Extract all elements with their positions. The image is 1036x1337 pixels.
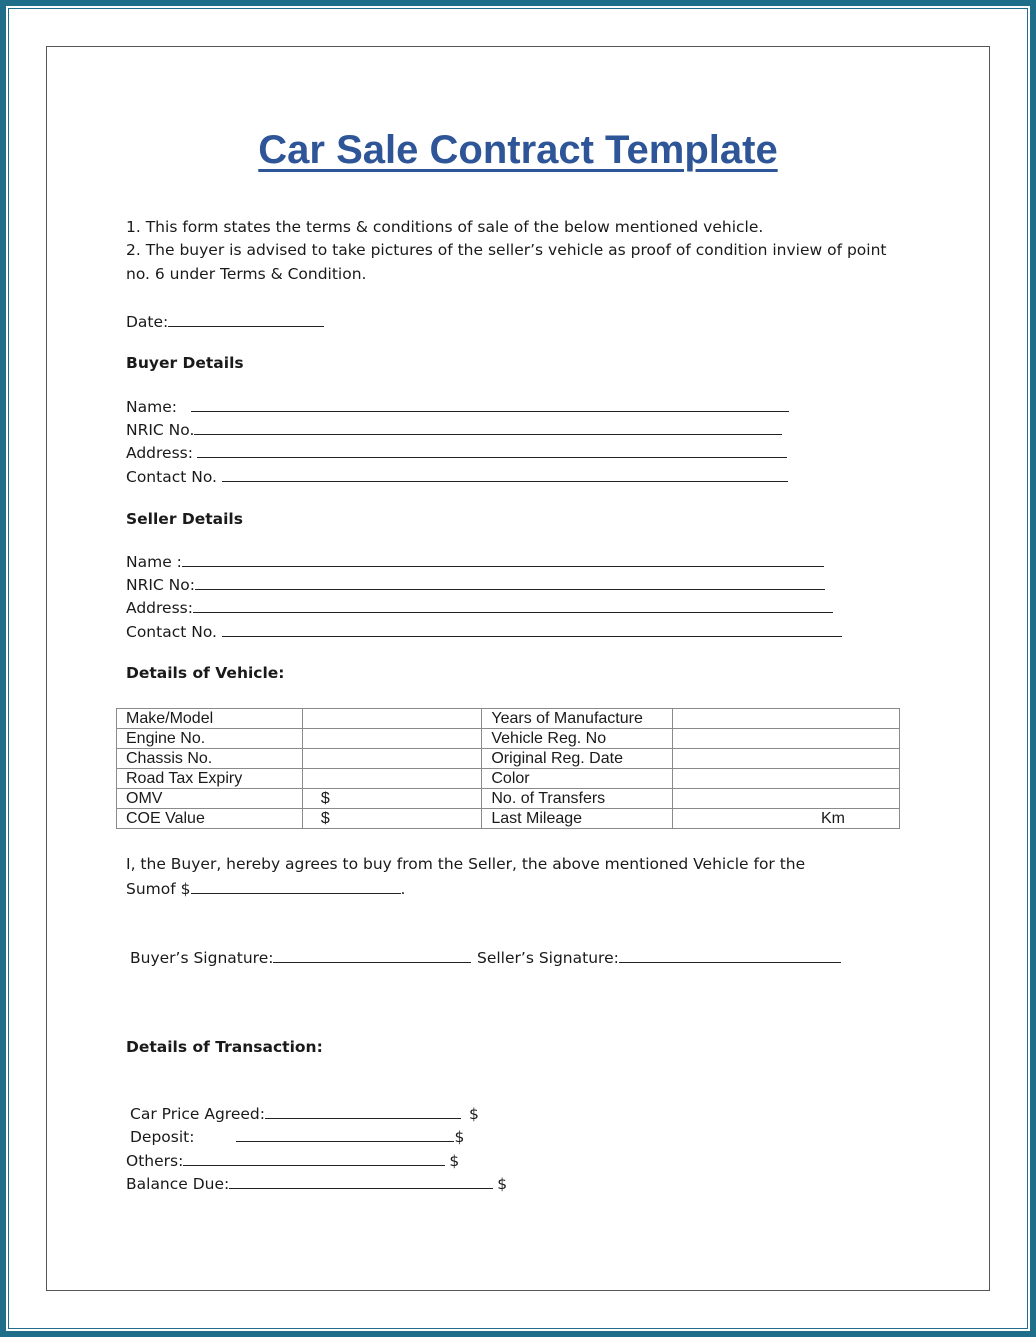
table-row bbox=[117, 709, 900, 729]
buyer-signature-field[interactable] bbox=[130, 948, 471, 967]
seller-name-field[interactable] bbox=[126, 552, 824, 571]
others-field[interactable] bbox=[126, 1151, 459, 1170]
date-line bbox=[168, 312, 324, 327]
seller-signature-label: Seller’s Signature: bbox=[477, 949, 619, 967]
buyer-contact-line bbox=[222, 467, 788, 482]
buyer-contact-field[interactable] bbox=[126, 467, 788, 486]
table-row bbox=[117, 789, 900, 809]
seller-nric-line bbox=[195, 575, 825, 590]
intro-line-1: 1. This form states the terms & conditions of sale of the below mentioned vehicle. bbox=[126, 218, 764, 236]
date-label: Date: bbox=[126, 313, 169, 331]
sum-line bbox=[191, 879, 401, 894]
seller-address-label: Address: bbox=[126, 599, 193, 617]
agreement-line-1: I, the Buyer, hereby agrees to buy from the Seller, the above mentioned Vehicle for the bbox=[126, 855, 806, 873]
vehicle-field-value[interactable] bbox=[673, 749, 900, 769]
vehicle-field-value[interactable] bbox=[673, 709, 900, 729]
vehicle-field-label: Color bbox=[482, 769, 673, 789]
vehicle-details-table bbox=[116, 708, 900, 829]
vehicle-field-label: No. of Transfers bbox=[482, 789, 673, 809]
seller-nric-label: NRIC No: bbox=[126, 576, 195, 594]
vehicle-field-value[interactable]: $ bbox=[302, 809, 481, 829]
page-title: Car Sale Contract Template bbox=[258, 128, 778, 172]
vehicle-field-value[interactable] bbox=[302, 709, 481, 729]
intro-line-3: no. 6 under Terms & Condition. bbox=[126, 265, 367, 283]
buyer-signature-line bbox=[273, 948, 471, 963]
transaction-details-heading: Details of Transaction: bbox=[126, 1038, 323, 1056]
table-row bbox=[117, 809, 900, 829]
seller-details-heading: Seller Details bbox=[126, 510, 243, 528]
vehicle-field-label: Last Mileage bbox=[482, 809, 673, 829]
buyer-address-label: Address: bbox=[126, 444, 193, 462]
buyer-nric-label: NRIC No. bbox=[126, 421, 195, 439]
buyer-name-line bbox=[191, 397, 789, 412]
vehicle-field-value[interactable] bbox=[673, 789, 900, 809]
seller-address-field[interactable] bbox=[126, 598, 833, 617]
others-label: Others: bbox=[126, 1152, 184, 1170]
vehicle-field-label: Make/Model bbox=[117, 709, 303, 729]
sum-field[interactable] bbox=[126, 879, 405, 898]
vehicle-field-label: Road Tax Expiry bbox=[117, 769, 303, 789]
seller-signature-field[interactable] bbox=[477, 948, 841, 967]
seller-nric-field[interactable] bbox=[126, 575, 825, 594]
balance-due-currency: $ bbox=[497, 1175, 508, 1193]
buyer-details-heading: Buyer Details bbox=[126, 354, 244, 372]
intro-line-2: 2. The buyer is advised to take pictures of the seller’s vehicle as proof of condition inview of point bbox=[126, 241, 887, 259]
date-field[interactable] bbox=[126, 312, 324, 331]
vehicle-field-value[interactable] bbox=[673, 769, 900, 789]
deposit-currency: $ bbox=[454, 1128, 465, 1146]
vehicle-field-label: Engine No. bbox=[117, 729, 303, 749]
seller-signature-line bbox=[619, 948, 841, 963]
vehicle-field-label: Vehicle Reg. No bbox=[482, 729, 673, 749]
sum-period: . bbox=[400, 880, 406, 898]
buyer-name-label: Name: bbox=[126, 398, 177, 416]
car-price-label: Car Price Agreed: bbox=[130, 1105, 265, 1123]
seller-address-line bbox=[193, 598, 833, 613]
vehicle-field-value[interactable] bbox=[302, 729, 481, 749]
balance-due-line bbox=[229, 1174, 493, 1189]
vehicle-field-label: Years of Manufacture bbox=[482, 709, 673, 729]
seller-name-line bbox=[182, 552, 824, 567]
vehicle-field-label: COE Value bbox=[117, 809, 303, 829]
vehicle-field-value[interactable]: $ bbox=[302, 789, 481, 809]
vehicle-field-value[interactable] bbox=[302, 749, 481, 769]
deposit-field[interactable] bbox=[130, 1127, 464, 1146]
vehicle-field-label: Original Reg. Date bbox=[482, 749, 673, 769]
buyer-address-field[interactable] bbox=[126, 443, 787, 462]
buyer-address-line bbox=[197, 443, 787, 458]
balance-due-label: Balance Due: bbox=[126, 1175, 230, 1193]
vehicle-field-value[interactable]: Km bbox=[673, 809, 900, 829]
buyer-contact-label: Contact No. bbox=[126, 468, 217, 486]
others-line bbox=[183, 1151, 445, 1166]
vehicle-details-heading: Details of Vehicle: bbox=[126, 664, 285, 682]
sum-label: Sumof $ bbox=[126, 880, 191, 898]
deposit-label: Deposit: bbox=[130, 1128, 195, 1146]
vehicle-field-label: OMV bbox=[117, 789, 303, 809]
seller-contact-label: Contact No. bbox=[126, 623, 217, 641]
car-price-currency: $ bbox=[468, 1105, 479, 1123]
buyer-nric-line bbox=[194, 420, 782, 435]
buyer-name-field[interactable] bbox=[126, 397, 789, 416]
vehicle-field-label: Chassis No. bbox=[117, 749, 303, 769]
seller-contact-field[interactable] bbox=[126, 622, 842, 641]
seller-contact-line bbox=[222, 622, 842, 637]
seller-name-label: Name : bbox=[126, 553, 182, 571]
table-row bbox=[117, 769, 900, 789]
vehicle-field-value[interactable] bbox=[302, 769, 481, 789]
car-price-line bbox=[265, 1104, 461, 1119]
vehicle-field-value[interactable] bbox=[673, 729, 900, 749]
buyer-nric-field[interactable] bbox=[126, 420, 782, 439]
balance-due-field[interactable] bbox=[126, 1174, 507, 1193]
table-row bbox=[117, 729, 900, 749]
others-currency: $ bbox=[449, 1152, 460, 1170]
car-price-field[interactable] bbox=[130, 1104, 479, 1123]
table-row bbox=[117, 749, 900, 769]
buyer-signature-label: Buyer’s Signature: bbox=[130, 949, 274, 967]
deposit-line bbox=[236, 1127, 454, 1142]
